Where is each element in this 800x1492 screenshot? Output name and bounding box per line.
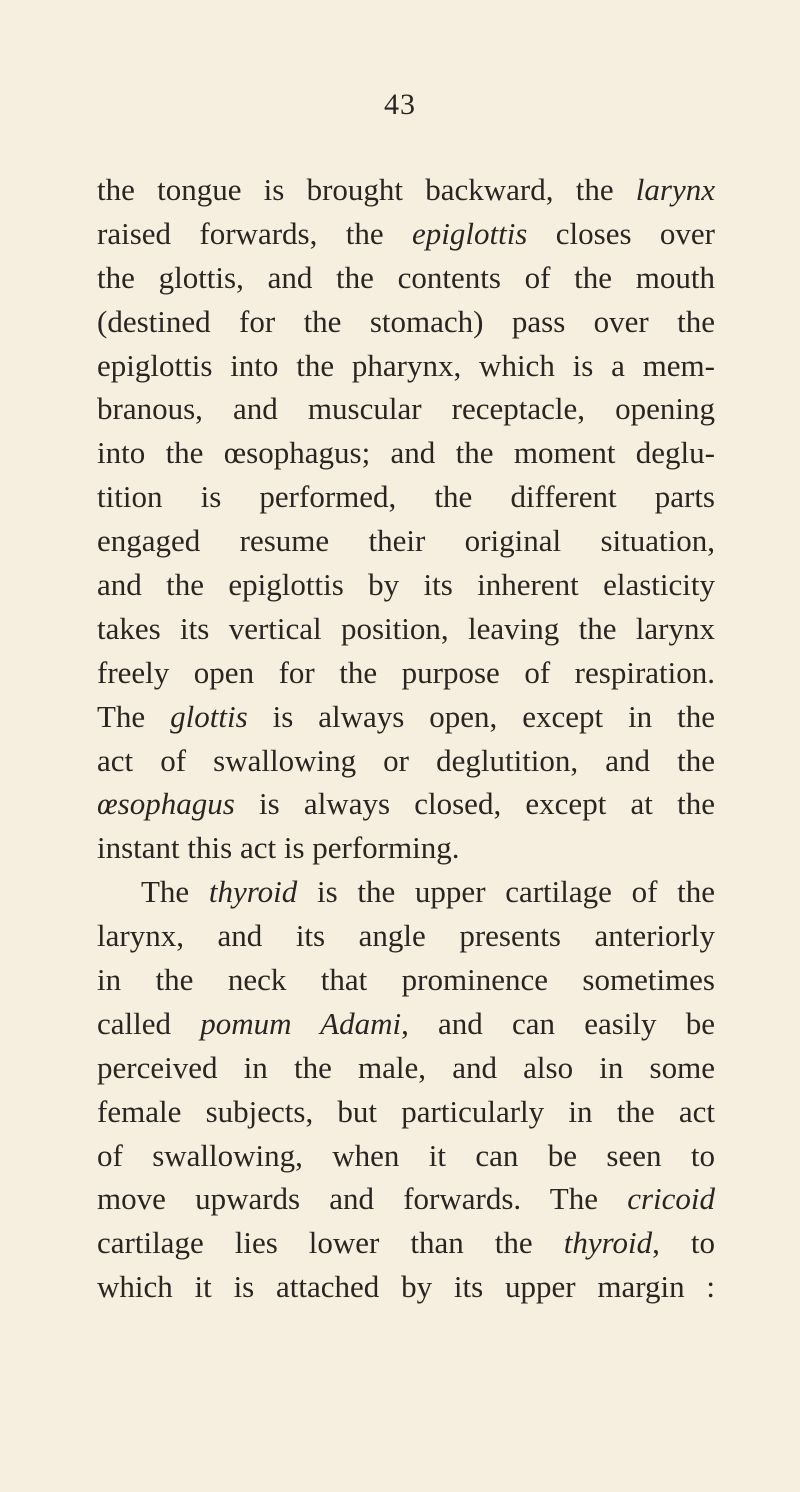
page-number: 43 <box>384 88 416 121</box>
text-line <box>97 958 715 1002</box>
italic-term: cricoid <box>627 1181 715 1217</box>
text-line <box>97 1265 715 1309</box>
text-segment: perceived in the male, and also in some <box>97 1049 715 1085</box>
text-line <box>97 914 715 958</box>
text-line <box>97 431 715 475</box>
text-segment: female subjects, but particularly in the act <box>97 1093 715 1129</box>
body-text <box>97 168 715 1309</box>
text-line <box>97 475 715 519</box>
text-segment: epiglottis into the pharynx, which is a mem- <box>97 347 715 383</box>
text-segment: raised forwards, the <box>97 215 412 251</box>
text-segment: into the œsophagus; and the moment deglu- <box>97 435 715 471</box>
text-segment: The <box>97 698 171 734</box>
italic-term: œsophagus <box>97 786 235 822</box>
text-line <box>97 1177 715 1221</box>
italic-term: pomum Adami <box>200 1005 402 1041</box>
text-line <box>97 1221 715 1265</box>
text-line <box>97 1046 715 1090</box>
text-segment: of swallowing, when it can be seen to <box>97 1137 715 1173</box>
text-segment: cartilage lies lower than the <box>97 1225 564 1261</box>
text-segment: The <box>141 874 209 910</box>
text-line <box>97 563 715 607</box>
text-segment: freely open for the purpose of respiration. <box>97 654 715 690</box>
text-segment: move upwards and forwards. The <box>97 1181 628 1217</box>
text-line <box>97 1090 715 1134</box>
text-segment: closes over <box>527 215 715 251</box>
text-line <box>97 870 715 914</box>
text-segment: is always open, except in the <box>247 698 715 734</box>
text-segment: act of swallowing or deglutition, and the <box>97 742 715 778</box>
text-segment: tition is performed, the different parts <box>97 479 715 515</box>
italic-term: glottis <box>170 698 248 734</box>
text-segment: , to <box>652 1225 715 1261</box>
text-segment: which it is attached by its upper margin : <box>97 1269 715 1305</box>
text-line <box>97 212 715 256</box>
text-line <box>97 782 715 826</box>
text-segment: is the upper cartilage of the <box>297 874 715 910</box>
text-line <box>97 1002 715 1046</box>
italic-term: epiglottis <box>411 215 528 251</box>
text-line <box>97 387 715 431</box>
text-segment: and the epiglottis by its inherent elasticity <box>97 567 715 603</box>
text-segment: larynx, and its angle presents anteriorly <box>97 918 715 954</box>
text-line <box>97 519 715 563</box>
text-line <box>97 300 715 344</box>
italic-term: thyroid <box>208 874 298 910</box>
text-segment: called <box>97 1005 201 1041</box>
text-segment: (destined for the stomach) pass over the <box>97 303 715 339</box>
text-segment: the glottis, and the contents of the mouth <box>97 259 715 295</box>
text-line <box>97 651 715 695</box>
text-line <box>97 168 715 212</box>
text-segment: takes its vertical position, leaving the larynx <box>97 610 715 646</box>
text-segment: engaged resume their original situation, <box>97 523 715 559</box>
text-line <box>97 695 715 739</box>
text-line <box>97 1134 715 1178</box>
text-segment: branous, and muscular receptacle, opening <box>97 391 715 427</box>
text-line <box>97 739 715 783</box>
text-segment: is always closed, except at the <box>234 786 715 822</box>
text-segment: , and can easily be <box>401 1005 715 1041</box>
text-line <box>97 607 715 651</box>
text-line <box>97 256 715 300</box>
italic-term: thyroid <box>563 1225 653 1261</box>
text-line <box>97 826 715 870</box>
text-segment: the tongue is brought backward, the <box>97 172 636 207</box>
text-segment: in the neck that prominence sometimes <box>97 962 715 998</box>
italic-term: larynx <box>635 172 715 207</box>
text-segment: instant this act is performing. <box>97 830 460 866</box>
text-line <box>97 344 715 388</box>
